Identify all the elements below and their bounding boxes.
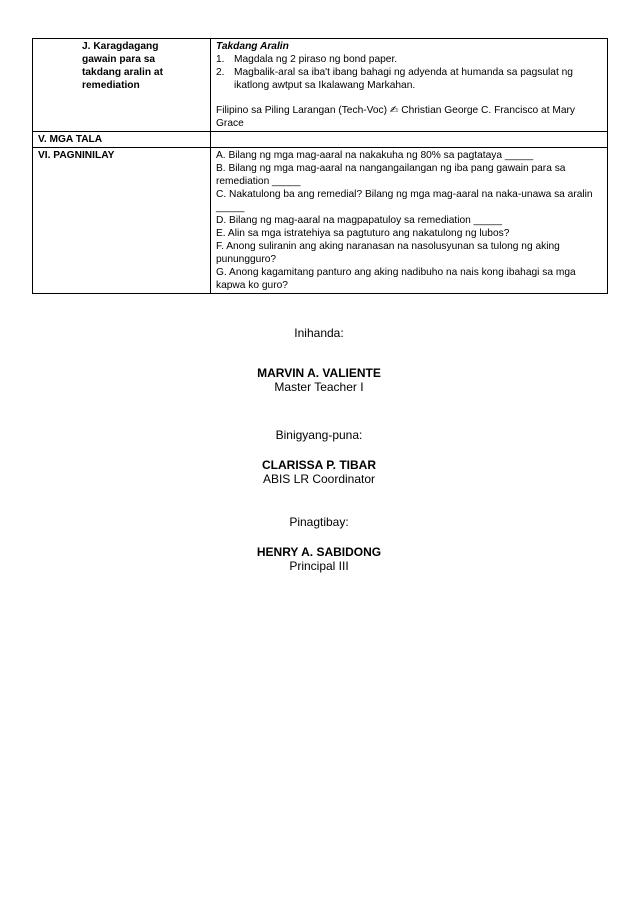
pagninilay-content <box>211 148 608 294</box>
prepared-by-title: Master Teacher I <box>274 380 364 394</box>
reflection-item: D. Bilang ng mag-aaral na magpapatuloy sa remediation _____ <box>216 215 502 226</box>
homework-title: Takdang Aralin <box>216 41 289 52</box>
homework-row <box>33 39 608 132</box>
pagninilay-label: VI. PAGNINILAY <box>33 148 211 294</box>
mga-tala-content <box>211 132 608 148</box>
reflection-item: B. Bilang ng mga mag-aaral na nangangailangan ng iba pang gawain para sa remediation _____ <box>216 163 566 187</box>
prepared-by-name: MARVIN A. VALIENTE <box>257 366 381 380</box>
reflection-item: A. Bilang ng mga mag-aaral na nakakuha ng 80% sa pagtataya _____ <box>216 150 534 161</box>
reflection-item: C. Nakatulong ba ang remedial? Bilang ng mga mag-aaral na naka-unawa sa aralin _____ <box>216 189 593 213</box>
homework-item: 1. Magdala ng 2 piraso ng bond paper. <box>216 54 398 65</box>
reviewed-by-label: Binigyang-puna: <box>275 428 363 442</box>
mga-tala-label: V. MGA TALA <box>33 132 211 148</box>
homework-list <box>216 53 603 92</box>
approved-by-signer <box>0 545 638 573</box>
homework-label: J. Karagdagang gawain para sa takdang aralin at remediation <box>82 41 163 91</box>
homework-content-cell <box>211 39 608 132</box>
mga-tala-row <box>33 132 608 148</box>
approved-by-name: HENRY A. SABIDONG <box>256 545 382 559</box>
lesson-plan-table <box>32 38 608 294</box>
reflection-item: E. Alin sa mga istratehiya sa pagtuturo ang nakatulong ng lubos? <box>216 228 510 239</box>
reviewed-by-name: CLARISSA P. TIBAR <box>261 458 376 472</box>
reviewed-by-signer <box>0 458 638 486</box>
prepared-by-label: Inihanda: <box>294 326 344 340</box>
approved-by-block <box>0 515 638 529</box>
approved-by-label: Pinagtibay: <box>289 515 349 529</box>
reference-text: Filipino sa Piling Larangan (Tech-Voc) ✍ Christian George C. Francisco at Mary Grace <box>216 105 576 129</box>
reflection-item: F. Anong suliranin ang aking naranasan na nasolusyunan sa tulong ng aking punungguro? <box>216 241 560 265</box>
prepared-by-signer <box>0 366 638 394</box>
prepared-by-block <box>0 326 638 340</box>
pagninilay-row <box>33 148 608 294</box>
homework-item: 2. Magbalik-aral sa iba't ibang bahagi ng adyenda at humanda sa pagsulat ng ikatlong awtput sa Ikalawang Markahan. <box>216 67 573 91</box>
homework-label-cell <box>33 39 211 132</box>
approved-by-title: Principal III <box>289 559 349 573</box>
reflection-item: G. Anong kagamitang panturo ang aking nadibuho na nais kong ibahagi sa mga kapwa ko guro? <box>216 267 576 291</box>
reviewed-by-title: ABIS LR Coordinator <box>262 472 376 486</box>
reviewed-by-block <box>0 428 638 442</box>
